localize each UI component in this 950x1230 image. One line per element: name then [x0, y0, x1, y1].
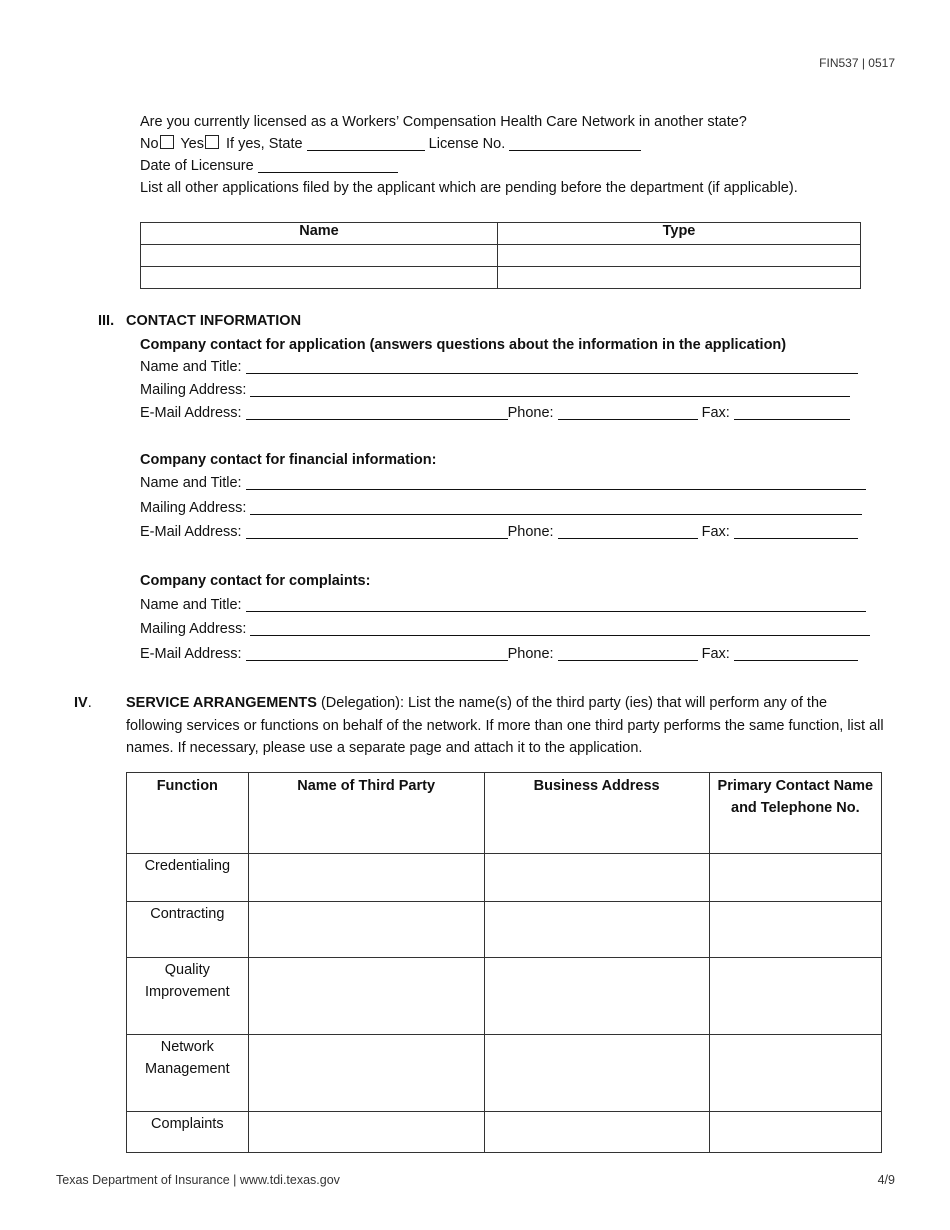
phone-label: Phone: — [507, 646, 554, 662]
date-row — [140, 155, 398, 177]
pending-applications-table — [140, 222, 861, 289]
email-label: E-Mail Address: — [140, 524, 242, 540]
section4-number: IV. — [74, 695, 92, 711]
comp-name-field[interactable] — [246, 596, 866, 612]
fax-label: Fax: — [701, 524, 730, 540]
mailing-label: Mailing Address: — [140, 382, 247, 398]
yes-label: Yes — [180, 136, 204, 152]
pending-text: List all other applications filed by the applicant which are pending before the department (if applicable). — [140, 180, 798, 196]
col-primary-contact: Primary Contact Name and Telephone No. — [709, 773, 881, 854]
date-label: Date of Licensure — [140, 158, 254, 174]
section4-text: (Delegation): List the name(s) of the third party (ies) that will perform any of the following services or functions on behalf of the network. If more than one third party performs the same function, list all names. If necessary, please use a separate page and attach it to the application. — [126, 695, 884, 756]
table-cell[interactable] — [484, 1035, 709, 1112]
fin-phone-field[interactable] — [558, 523, 698, 539]
mailing-label: Mailing Address: — [140, 621, 247, 637]
app-mailing-row — [140, 379, 850, 401]
comp-phone-field[interactable] — [558, 645, 698, 661]
licensed-answer-row — [140, 133, 641, 155]
table-row — [141, 267, 861, 289]
function-contracting: Contracting — [127, 902, 249, 958]
app-name-row — [140, 356, 858, 378]
app-mailing-field[interactable] — [250, 381, 850, 397]
table-cell[interactable] — [248, 1035, 484, 1112]
table-row — [127, 1112, 882, 1153]
col-type: Type — [498, 223, 861, 245]
table-cell[interactable] — [709, 1112, 881, 1153]
fin-name-row — [140, 472, 866, 494]
fax-label: Fax: — [701, 405, 730, 421]
fin-mailing-field[interactable] — [250, 499, 862, 515]
phone-label: Phone: — [507, 405, 554, 421]
table-cell[interactable] — [484, 854, 709, 902]
function-quality-improvement: Quality Improvement — [127, 958, 249, 1035]
phone-label: Phone: — [507, 524, 554, 540]
table-cell[interactable] — [498, 245, 861, 267]
comp-email-field[interactable] — [246, 645, 508, 661]
app-name-field[interactable] — [246, 358, 858, 374]
table-cell[interactable] — [484, 902, 709, 958]
mailing-label: Mailing Address: — [140, 500, 247, 516]
table-row — [127, 958, 882, 1035]
state-label: If yes, State — [226, 136, 303, 152]
email-label: E-Mail Address: — [140, 646, 242, 662]
complaints-heading: Company contact for complaints: — [140, 573, 371, 589]
table-cell[interactable] — [709, 902, 881, 958]
table-cell[interactable] — [498, 267, 861, 289]
app-email-row — [140, 402, 850, 424]
table-cell[interactable] — [709, 854, 881, 902]
table-cell[interactable] — [141, 267, 498, 289]
fax-label: Fax: — [701, 646, 730, 662]
email-label: E-Mail Address: — [140, 405, 242, 421]
comp-mailing-row — [140, 618, 870, 640]
section4-paragraph — [126, 692, 886, 760]
form-code: FIN537 | 0517 — [819, 56, 895, 70]
comp-mailing-field[interactable] — [250, 620, 870, 636]
licensed-question: Are you currently licensed as a Workers’ Compensation Health Care Network in another state? — [140, 114, 747, 130]
date-field[interactable] — [258, 157, 398, 173]
fin-email-field[interactable] — [246, 523, 508, 539]
table-cell[interactable] — [141, 245, 498, 267]
fin-fax-field[interactable] — [734, 523, 858, 539]
name-title-label: Name and Title: — [140, 359, 242, 375]
fin-name-field[interactable] — [246, 474, 866, 490]
app-email-field[interactable] — [246, 404, 508, 420]
table-cell[interactable] — [248, 1112, 484, 1153]
footer-org: Texas Department of Insurance | www.tdi.texas.gov — [56, 1173, 340, 1187]
yes-checkbox[interactable] — [205, 135, 219, 149]
name-title-label: Name and Title: — [140, 475, 242, 491]
table-row — [127, 854, 882, 902]
fin-mailing-row — [140, 497, 862, 519]
function-network-management: Network Management — [127, 1035, 249, 1112]
no-label: No — [140, 136, 159, 152]
table-cell[interactable] — [709, 958, 881, 1035]
function-credentialing: Credentialing — [127, 854, 249, 902]
comp-email-row — [140, 643, 858, 665]
table-cell[interactable] — [248, 854, 484, 902]
col-function: Function — [127, 773, 249, 854]
no-checkbox[interactable] — [160, 135, 174, 149]
section4-title: SERVICE ARRANGEMENTS — [126, 695, 317, 711]
table-cell[interactable] — [248, 902, 484, 958]
app-fax-field[interactable] — [734, 404, 850, 420]
table-cell[interactable] — [709, 1035, 881, 1112]
service-arrangements-table — [126, 772, 882, 1153]
state-field[interactable] — [307, 135, 425, 151]
function-complaints: Complaints — [127, 1112, 249, 1153]
comp-name-row — [140, 594, 866, 616]
table-row — [127, 1035, 882, 1112]
col-business-address: Business Address — [484, 773, 709, 854]
table-cell[interactable] — [484, 958, 709, 1035]
fin-email-row — [140, 521, 858, 543]
table-row — [141, 245, 861, 267]
financial-heading: Company contact for financial information: — [140, 452, 437, 468]
col-third-party: Name of Third Party — [248, 773, 484, 854]
comp-fax-field[interactable] — [734, 645, 858, 661]
col-name: Name — [141, 223, 498, 245]
name-title-label: Name and Title: — [140, 597, 242, 613]
table-row — [127, 902, 882, 958]
section3-number: III. — [98, 313, 115, 329]
section3-title: CONTACT INFORMATION — [126, 313, 302, 329]
app-contact-heading: Company contact for application (answers questions about the information in the application) — [140, 337, 787, 353]
license-field[interactable] — [509, 135, 641, 151]
page-number: 4/9 — [877, 1173, 895, 1187]
app-phone-field[interactable] — [558, 404, 698, 420]
table-cell[interactable] — [248, 958, 484, 1035]
license-label: License No. — [428, 136, 506, 152]
table-cell[interactable] — [484, 1112, 709, 1153]
